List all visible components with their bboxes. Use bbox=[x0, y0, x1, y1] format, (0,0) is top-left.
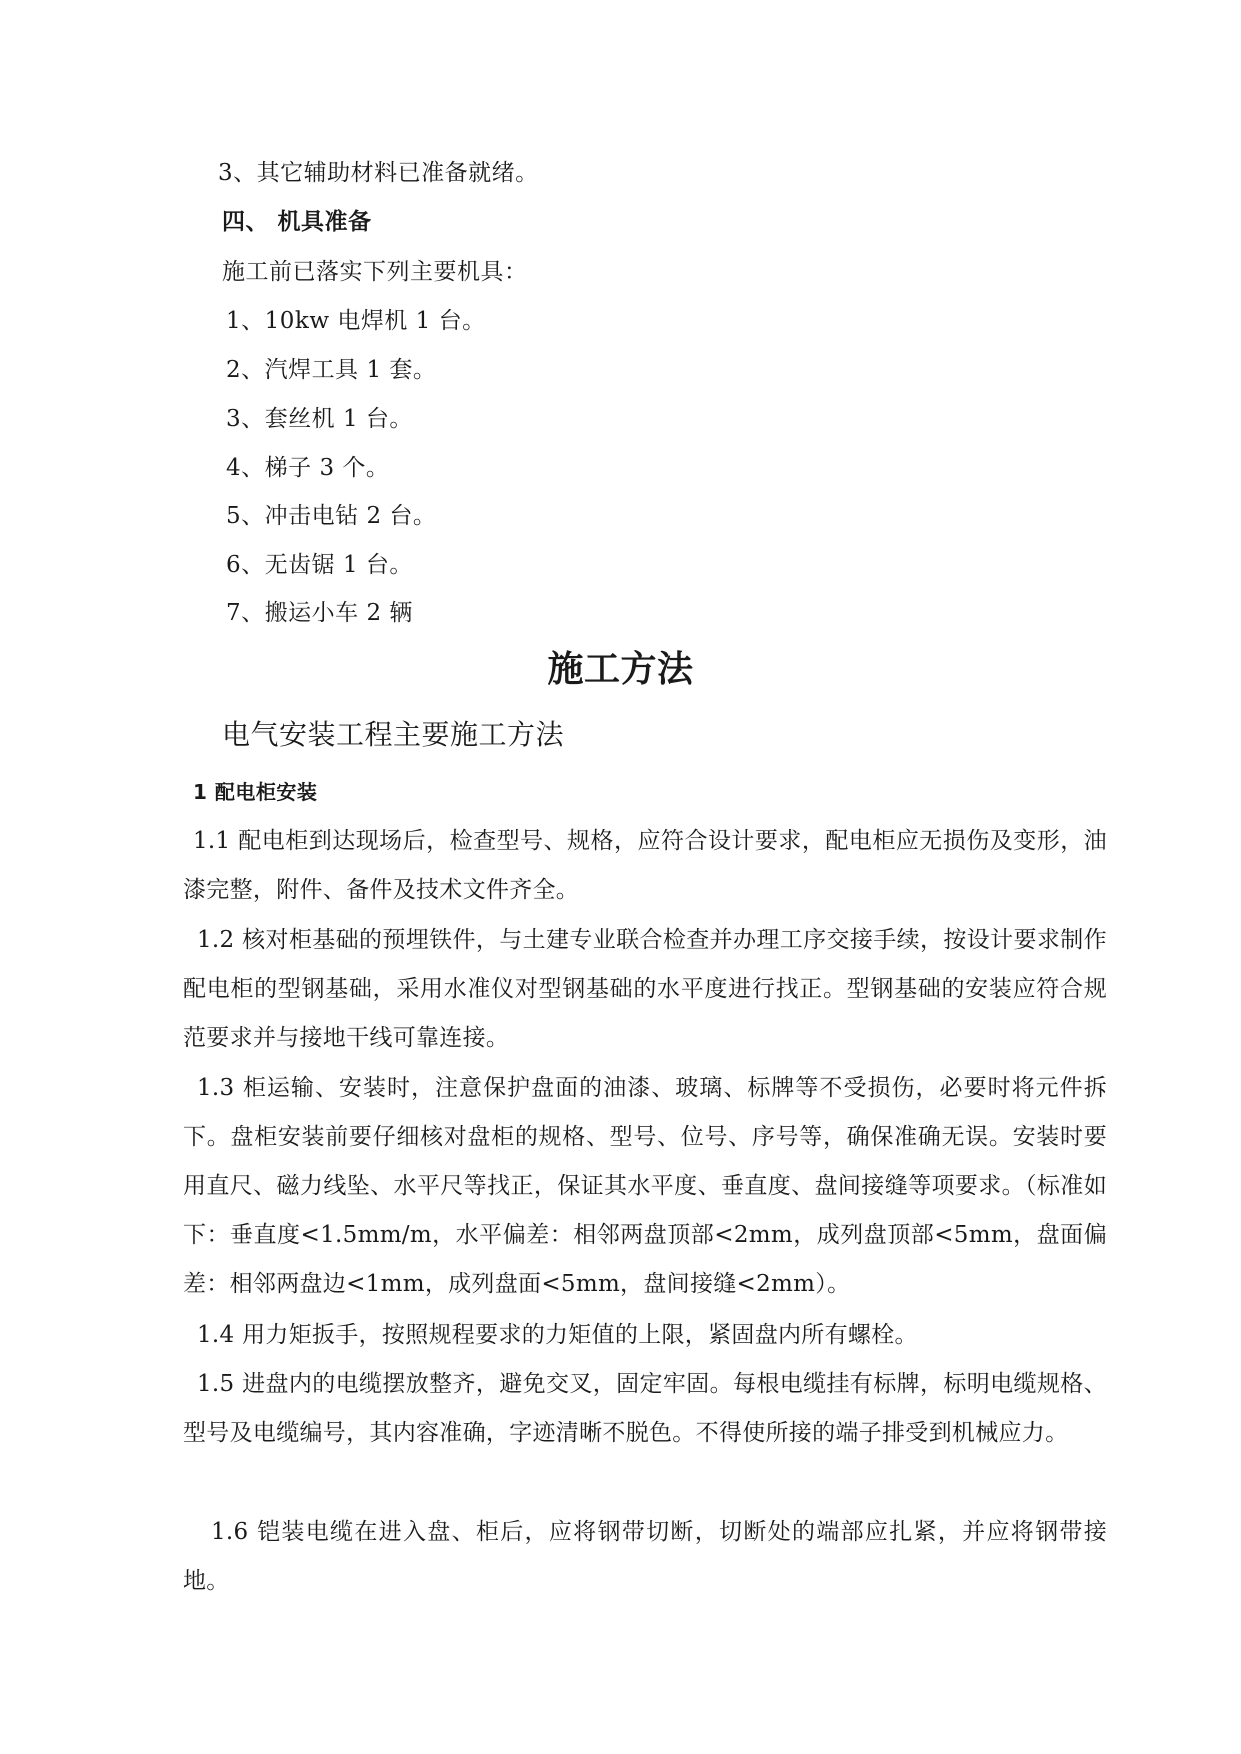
paragraph-1-1: 1.1 配电柜到达现场后，检查型号、规格，应符合设计要求，配电柜应无损伤及变形，油漆完整，附件、备件及技术文件齐全。 bbox=[183, 828, 1107, 903]
tool-item-3: 3、套丝机 1 台。 bbox=[226, 406, 413, 432]
section-4-heading: 四、 机具准备 bbox=[222, 209, 372, 235]
method-subtitle: 电气安装工程主要施工方法 bbox=[222, 718, 565, 751]
tool-item-6: 6、无齿锯 1 台。 bbox=[226, 552, 413, 578]
tool-item-1: 1、10kw 电焊机 1 台。 bbox=[226, 308, 486, 334]
section-1-heading: 1 配电柜安装 bbox=[193, 780, 318, 804]
tool-item-5: 5、冲击电钻 2 台。 bbox=[226, 503, 437, 529]
tool-item-4: 4、梯子 3 个。 bbox=[226, 455, 390, 481]
method-title: 施工方法 bbox=[547, 649, 694, 690]
paragraph-1-3: 1.3 柜运输、安装时，注意保护盘面的油漆、玻璃、标牌等不受损伤，必要时将元件拆下。盘柜安装前要仔细核对盘柜的规格、型号、位号、序号等，确保准确无误。安装时要用直尺、磁力线坠、水平尺等找正，保证其水平度、垂直度、盘间接缝等项要求。（标准如下：垂直度<1.5mm/m，水平偏差：相邻两盘顶部<2mm，成列盘顶部<5mm，盘面偏差：相邻两盘边<1mm，成列盘面<5mm，盘间接缝<2mm）。 bbox=[183, 1075, 1107, 1297]
tool-item-7: 7、搬运小车 2 辆 bbox=[226, 600, 413, 626]
prep-item-3: 3、其它辅助材料已准备就绪。 bbox=[218, 160, 539, 186]
paragraph-1-6: 1.6 铠装电缆在进入盘、柜后，应将钢带切断，切断处的端部应扎紧，并应将钢带接地。 bbox=[183, 1519, 1107, 1594]
section-4-intro: 施工前已落实下列主要机具： bbox=[222, 259, 528, 285]
tool-item-2: 2、汽焊工具 1 套。 bbox=[226, 357, 437, 383]
paragraph-1-5: 1.5 进盘内的电缆摆放整齐，避免交叉，固定牢固。每根电缆挂有标牌，标明电缆规格、型号及电缆编号，其内容准确，字迹清晰不脱色。不得使所接的端子排受到机械应力。 bbox=[183, 1371, 1107, 1446]
paragraph-1-4: 1.4 用力矩扳手，按照规程要求的力矩值的上限，紧固盘内所有螺栓。 bbox=[197, 1322, 918, 1348]
paragraph-1-2: 1.2 核对柜基础的预埋铁件，与土建专业联合检查并办理工序交接手续，按设计要求制作配电柜的型钢基础，采用水准仪对型钢基础的水平度进行找正。型钢基础的安装应符合规范要求并与接地干线可靠连接。 bbox=[183, 927, 1107, 1051]
